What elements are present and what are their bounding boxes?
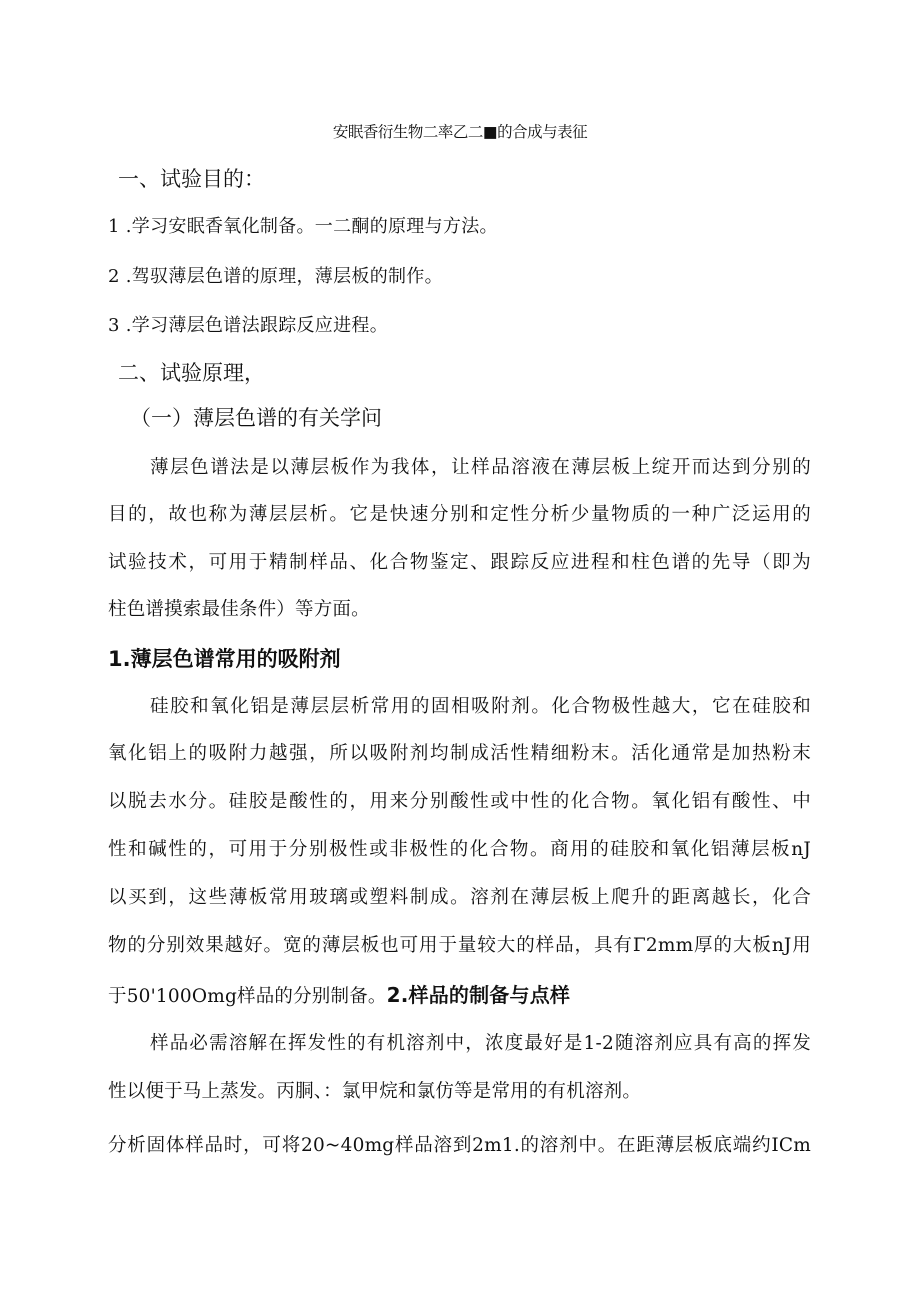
section-heading-purpose: 一、试验目的： [118, 167, 265, 191]
paragraph-line: 性以便于马上蒸发。丙胴、：氯甲烷和氯仿等是常用的有机溶剂。 [108, 1081, 642, 1102]
purpose-item-2: 2 .驾驭薄层色谱的原理，薄层板的制作。 [108, 266, 443, 287]
paragraph-line: 以买到，这些薄板常用玻璃或塑料制成。溶剂在薄层板上爬升的距离越长，化合 [108, 887, 811, 908]
part-heading-sample-prep: 2.样品的制备与点样 [386, 983, 571, 1007]
paragraph-line: 薄层色谱法是以薄层板作为我体，让样品溶液在薄层板上绽开而达到分别的 [150, 457, 811, 478]
paragraph-line: 氧化铝上的吸附力越强，所以吸附剂均制成活性精细粉末。活化通常是加热粉末 [108, 743, 811, 764]
section-heading-principle: 二、试验原理， [118, 361, 265, 385]
paragraph-line: 试验技术，可用于精制样品、化合物鉴定、跟踪反应进程和柱色谱的先导（即为 [108, 552, 811, 573]
part-heading-adsorbent: 1.薄层色谱常用的吸附剂 [108, 647, 341, 671]
paragraph-line: 柱色谱摸索最佳条件）等方面。 [108, 599, 370, 620]
paragraph-line: 目的，故也称为薄层层析。它是快速分别和定性分析少量物质的一种广泛运用的 [108, 504, 811, 525]
paragraph-line-with-heading [108, 979, 570, 1008]
paragraph-line: 样品必需溶解在挥发性的有机溶剂中，浓度最好是1-2随溶剂应具有高的挥发 [150, 1033, 811, 1054]
purpose-item-1: 1 .学习安眠香氧化制备。一二酮的原理与方法。 [108, 216, 498, 237]
paragraph-line: 以脱去水分。硅胶是酸性的，用来分别酸性或中性的化合物。氧化铝有酸性、中 [108, 791, 811, 812]
paragraph-line: 硅胶和氧化铝是薄层层析常用的固相吸附剂。化合物极性越大，它在硅胶和 [150, 696, 811, 717]
subsection-heading-tlc: （一）薄层色谱的有关学问 [130, 406, 382, 430]
paragraph-line: 性和碱性的，可用于分别极性或非极性的化合物。商用的硅胶和氧化铝薄层板nJ [108, 839, 811, 860]
paragraph-line-text: 于50'100Omg样品的分别制备。 [108, 986, 387, 1007]
paragraph-line: 分析固体样品时，可将20~40mg样品溶到2m1.的溶剂中。在距薄层板底端约ICm [108, 1135, 811, 1156]
paragraph-line: 物的分别效果越好。宽的薄层板也可用于量较大的样品，具有Γ2mm厚的大板nJ用 [108, 935, 811, 956]
purpose-item-3: 3 .学习薄层色谱法跟踪反应进程。 [108, 315, 388, 336]
document-title: 安眠香衍生物二率乙二■的合成与表征 [332, 123, 588, 141]
